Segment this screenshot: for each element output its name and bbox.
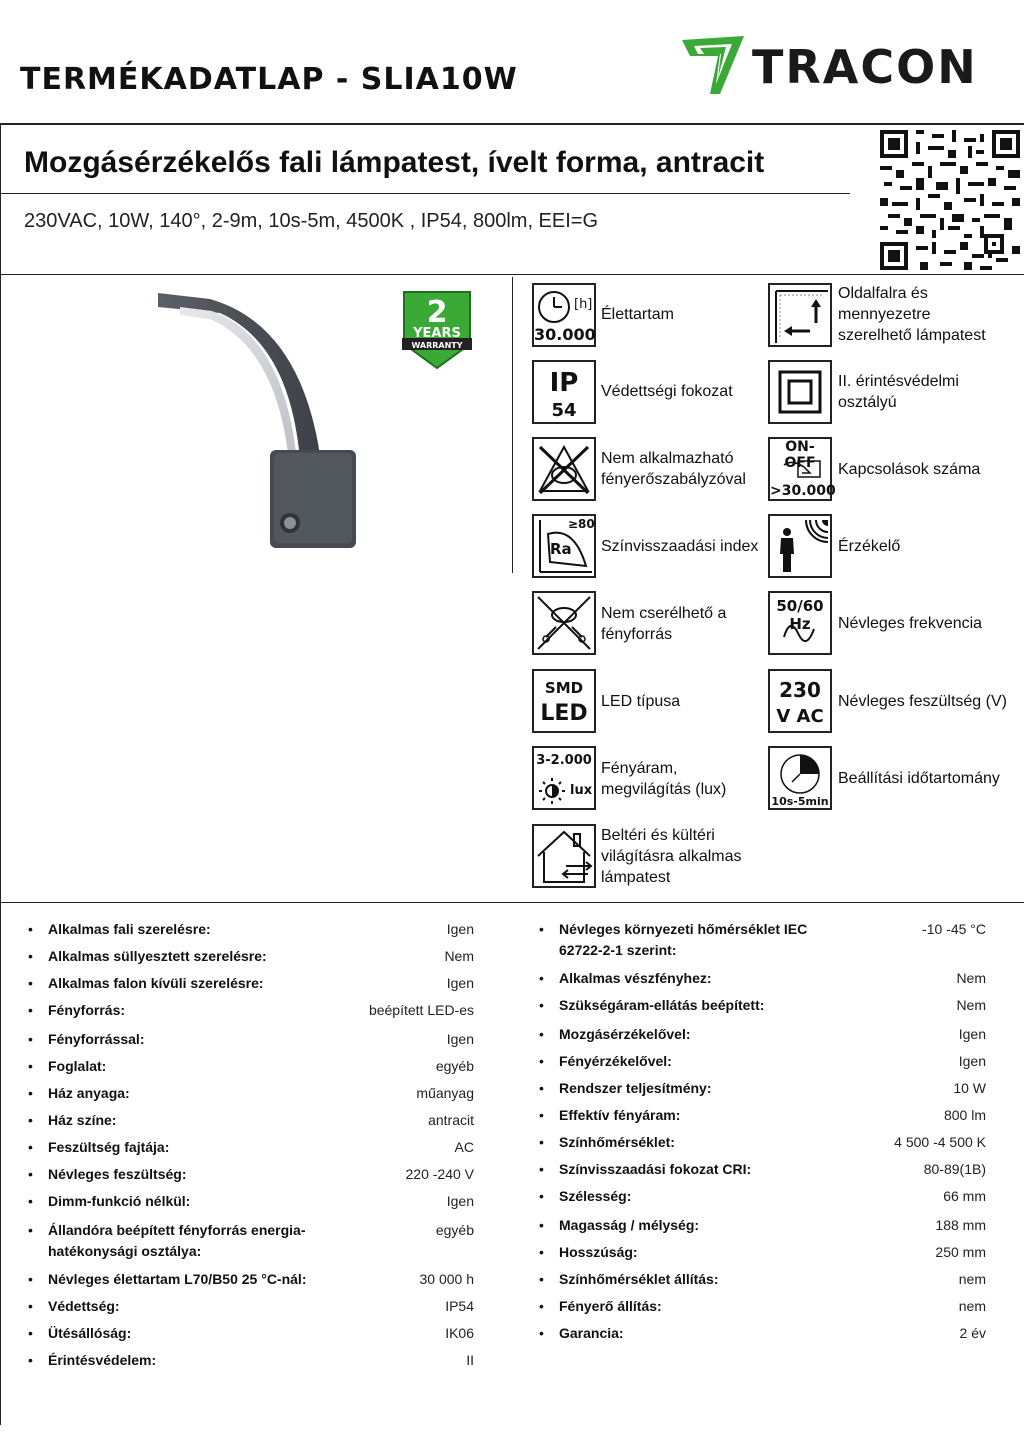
attribute-row [539, 1051, 986, 1072]
attribute-value: AC [454, 1139, 474, 1155]
attribute-value: Igen [446, 1193, 474, 1209]
voltage-unit: V AC [776, 706, 824, 727]
attribute-key: Alkalmas süllyesztett szerelésre: [48, 948, 267, 964]
bullet: • [28, 1298, 33, 1314]
attribute-value: II [466, 1352, 474, 1368]
switch-onoff: ON-OFF [784, 439, 816, 471]
attribute-row [28, 1269, 474, 1290]
attribute-value: antracit [428, 1112, 474, 1128]
bullet: • [539, 1298, 544, 1314]
bullet: • [539, 1217, 544, 1233]
bullet: • [28, 1002, 33, 1018]
warranty-badge [400, 288, 474, 370]
attribute-key-continued: 62722-2-1 szerint: [559, 942, 677, 958]
attribute-value: 66 mm [943, 1188, 986, 1204]
ip-title: IP [549, 368, 579, 398]
attribute-key: Szükségáram-ellátás beépített: [559, 997, 765, 1013]
attribute-row [28, 1323, 474, 1344]
clock-icon [532, 283, 596, 347]
attribute-key: Dimm-funkció nélkül: [48, 1193, 191, 1209]
attribute-row [539, 968, 986, 989]
attribute-value: 30 000 h [419, 1271, 474, 1287]
attribute-value: Igen [958, 1053, 986, 1069]
lifetime-value: 30.000 [534, 325, 596, 344]
attribute-key: Fényforrás: [48, 1002, 126, 1018]
led-smd: SMD [544, 679, 584, 697]
attribute-value: műanyag [416, 1085, 474, 1101]
timer-range: 10s-5min [771, 795, 829, 808]
attribute-value: Igen [446, 975, 474, 991]
attribute-key: Szélesség: [559, 1188, 632, 1204]
voltage-value: 230 [779, 678, 821, 702]
bullet: • [539, 1188, 544, 1204]
attribute-key: Feszültség fajtája: [48, 1139, 170, 1155]
lifetime-unit: [h] [574, 297, 593, 312]
attribute-row [539, 1024, 986, 1045]
ip-value: 54 [551, 400, 577, 421]
bullet: • [28, 1271, 33, 1287]
wall-ceiling-icon [768, 283, 832, 347]
icon-divider [512, 277, 513, 573]
attribute-key: Névleges feszültség: [48, 1166, 187, 1182]
class-two-icon [768, 360, 832, 424]
attribute-row [28, 1029, 474, 1050]
attribute-key: Fényforrással: [48, 1031, 145, 1047]
sensor-label: Érzékelő [838, 538, 901, 555]
attributes-rule [0, 902, 1024, 903]
bullet: • [539, 1026, 544, 1042]
freq-label: Névleges frekvencia [838, 615, 983, 632]
attribute-row [28, 1056, 474, 1077]
attribute-row [539, 1323, 986, 1344]
attribute-row [539, 1078, 986, 1099]
attribute-row [28, 1110, 474, 1131]
attribute-row [539, 1132, 986, 1153]
tracon-logo-icon [680, 34, 746, 98]
lifetime-label: Élettartam [601, 306, 674, 323]
led-led: LED [540, 701, 588, 726]
attribute-value: beépített LED-es [368, 1002, 474, 1018]
attribute-key: Érintésvédelem: [48, 1352, 157, 1368]
attribute-key: Garancia: [559, 1325, 624, 1341]
attribute-key: Védettség: [48, 1298, 120, 1314]
switch-count-icon [768, 437, 836, 501]
warranty-label: WARRANTY [411, 341, 463, 350]
attribute-value: 220 -240 V [405, 1166, 474, 1182]
lux-unit: lux [570, 783, 593, 798]
attribute-row [539, 1296, 986, 1317]
attribute-value: IP54 [445, 1298, 474, 1314]
attribute-key: Fényerő állítás: [559, 1298, 662, 1314]
class2-label: II. érintésvédelmi osztályú [838, 373, 959, 411]
bullet: • [539, 997, 544, 1013]
attribute-key: Színvisszaadási fokozat CRI: [559, 1161, 752, 1177]
attribute-value: Nem [956, 997, 986, 1013]
attribute-value: Nem [956, 970, 986, 986]
bullet: • [28, 1222, 33, 1238]
attribute-row [28, 1191, 474, 1212]
bullet: • [28, 921, 33, 937]
attribute-value: egyéb [435, 1222, 474, 1238]
attribute-key: Névleges élettartam L70/B50 25 °C-nál: [48, 1271, 307, 1287]
attribute-key: Színhőmérséklet állítás: [559, 1271, 719, 1287]
attribute-value: 250 mm [935, 1244, 986, 1260]
attribute-value: egyéb [435, 1058, 474, 1074]
attribute-value: 800 lm [943, 1107, 986, 1123]
timer-label: Beállítási időtartomány [838, 770, 1000, 787]
attribute-key: Ház anyaga: [48, 1085, 130, 1101]
attribute-key: Fényérzékelővel: [559, 1053, 672, 1069]
no-dimmer-icon [532, 437, 596, 501]
attribute-key: Állandóra beépített fényforrás energia- [48, 1222, 306, 1238]
attribute-value: 4 500 -4 500 K [894, 1134, 986, 1150]
tracon-logo [680, 34, 1010, 98]
frequency-icon [768, 591, 832, 655]
attribute-row [28, 1220, 474, 1262]
attribute-key: Alkalmas falon kívüli szerelésre: [48, 975, 264, 991]
attribute-row [28, 1000, 474, 1021]
led-label: LED típusa [601, 693, 681, 710]
bullet: • [28, 975, 33, 991]
bullet: • [28, 1139, 33, 1155]
attribute-key: Effektív fényáram: [559, 1107, 681, 1123]
bullet: • [28, 1085, 33, 1101]
attribute-key: Hosszúság: [559, 1244, 638, 1260]
bullet: • [539, 1271, 544, 1287]
product-name: Mozgásérzékelős fali lámpatest, ívelt forma, antracit [24, 146, 765, 179]
attribute-value: 80-89(1B) [923, 1161, 986, 1177]
attribute-value: nem [958, 1298, 986, 1314]
attribute-key: Színhőmérséklet: [559, 1134, 675, 1150]
attribute-key: Mozgásérzékelővel: [559, 1026, 691, 1042]
bullet: • [28, 948, 33, 964]
attribute-value: -10 -45 °C [922, 921, 986, 937]
attribute-key: Alkalmas vészfényhez: [559, 970, 712, 986]
left-border [0, 125, 1, 1425]
section-rule [0, 274, 1024, 275]
attribute-key: Ház színe: [48, 1112, 117, 1128]
sensor-icon [768, 514, 832, 578]
attribute-value: Igen [446, 1031, 474, 1047]
dimmer-label: Nem alkalmazható fényerőszabályzóval [601, 450, 746, 488]
bullet: • [539, 1107, 544, 1123]
product-image [150, 285, 370, 555]
attribute-row [539, 1105, 986, 1126]
bullet: • [539, 1134, 544, 1150]
voltage-icon [768, 669, 832, 733]
mount-label: Oldalfalra és mennyezetre szerelhető lámpatest [838, 285, 986, 344]
bullet: • [539, 1080, 544, 1096]
warranty-number: 2 [426, 295, 448, 330]
attribute-row [28, 1296, 474, 1317]
indoor-label: Beltéri és kültéri világításra alkalmas lámpatest [601, 827, 742, 886]
bullet: • [28, 1352, 33, 1368]
cri-value: ≥80 [568, 517, 595, 531]
brand-name: TRACON [752, 40, 978, 94]
freq-value: 50/60 Hz [776, 597, 824, 633]
switch-label: Kapcsolások száma [838, 461, 981, 478]
attribute-row [28, 1350, 474, 1371]
attribute-value: Igen [958, 1026, 986, 1042]
switch-count: >30.000 [770, 483, 836, 499]
ip-icon [532, 360, 596, 424]
house-icon [532, 824, 596, 888]
warranty-years: YEARS [413, 326, 461, 341]
bullet: • [28, 1031, 33, 1047]
voltage-label: Névleges feszültség (V) [838, 693, 1007, 710]
bullet: • [28, 1112, 33, 1128]
attribute-row [28, 1137, 474, 1158]
attribute-row [539, 995, 986, 1016]
bullet: • [539, 921, 544, 937]
attribute-value: 188 mm [935, 1217, 986, 1233]
attribute-value: nem [958, 1271, 986, 1287]
attribute-key: Ütésállóság: [48, 1325, 132, 1341]
attribute-key: Alkalmas fali szerelésre: [48, 921, 211, 937]
attribute-value: 10 W [953, 1080, 986, 1096]
attribute-value: 2 év [959, 1325, 986, 1341]
attribute-row [539, 1242, 986, 1263]
product-specs: 230VAC, 10W, 140°, 2-9m, 10s-5m, 4500K , IP54, 800lm, EEI=G [24, 210, 599, 232]
bullet: • [539, 1053, 544, 1069]
bullet: • [28, 1193, 33, 1209]
lux-label: Fényáram, megvilágítás (lux) [601, 760, 727, 798]
attribute-key-continued: hatékonysági osztálya: [48, 1243, 202, 1259]
bullet: • [539, 1244, 544, 1260]
qr-code [880, 130, 1020, 270]
attribute-row [539, 1159, 986, 1180]
document-title: TERMÉKADATLAP - SLIA10W [20, 62, 518, 97]
attribute-row [28, 1083, 474, 1104]
cri-label: Színvisszaadási index [601, 538, 759, 555]
attribute-row [28, 946, 474, 967]
lux-icon [532, 746, 596, 810]
attribute-row [28, 973, 474, 994]
ip-label: Védettségi fokozat [601, 383, 733, 400]
ra-icon [532, 514, 596, 578]
bullet: • [539, 1325, 544, 1341]
attribute-row [539, 1269, 986, 1290]
cri-ra: Ra [550, 540, 572, 558]
attribute-value: Nem [444, 948, 474, 964]
attribute-row [539, 1186, 986, 1207]
attribute-value: Igen [446, 921, 474, 937]
nonreplace-label: Nem cserélhető a fényforrás [601, 605, 727, 643]
attribute-key: Névleges környezeti hőmérséklet IEC [559, 921, 808, 937]
bullet: • [28, 1166, 33, 1182]
bullet: • [28, 1058, 33, 1074]
bullet: • [28, 1325, 33, 1341]
top-rule [0, 123, 1024, 125]
attribute-key: Rendszer teljesítmény: [559, 1080, 712, 1096]
title-underline [0, 193, 850, 194]
attribute-key: Foglalat: [48, 1058, 107, 1074]
attribute-row [539, 1215, 986, 1236]
attribute-row [539, 919, 986, 961]
lux-range: 3-2.000 [536, 753, 592, 768]
attribute-row [28, 919, 474, 940]
attribute-row [28, 1164, 474, 1185]
attribute-key: Magasság / mélység: [559, 1217, 700, 1233]
attribute-value: IK06 [445, 1325, 474, 1341]
bullet: • [539, 970, 544, 986]
no-replace-icon [532, 591, 596, 655]
timer-icon [768, 746, 832, 810]
smd-led-icon [532, 669, 596, 733]
bullet: • [539, 1161, 544, 1177]
